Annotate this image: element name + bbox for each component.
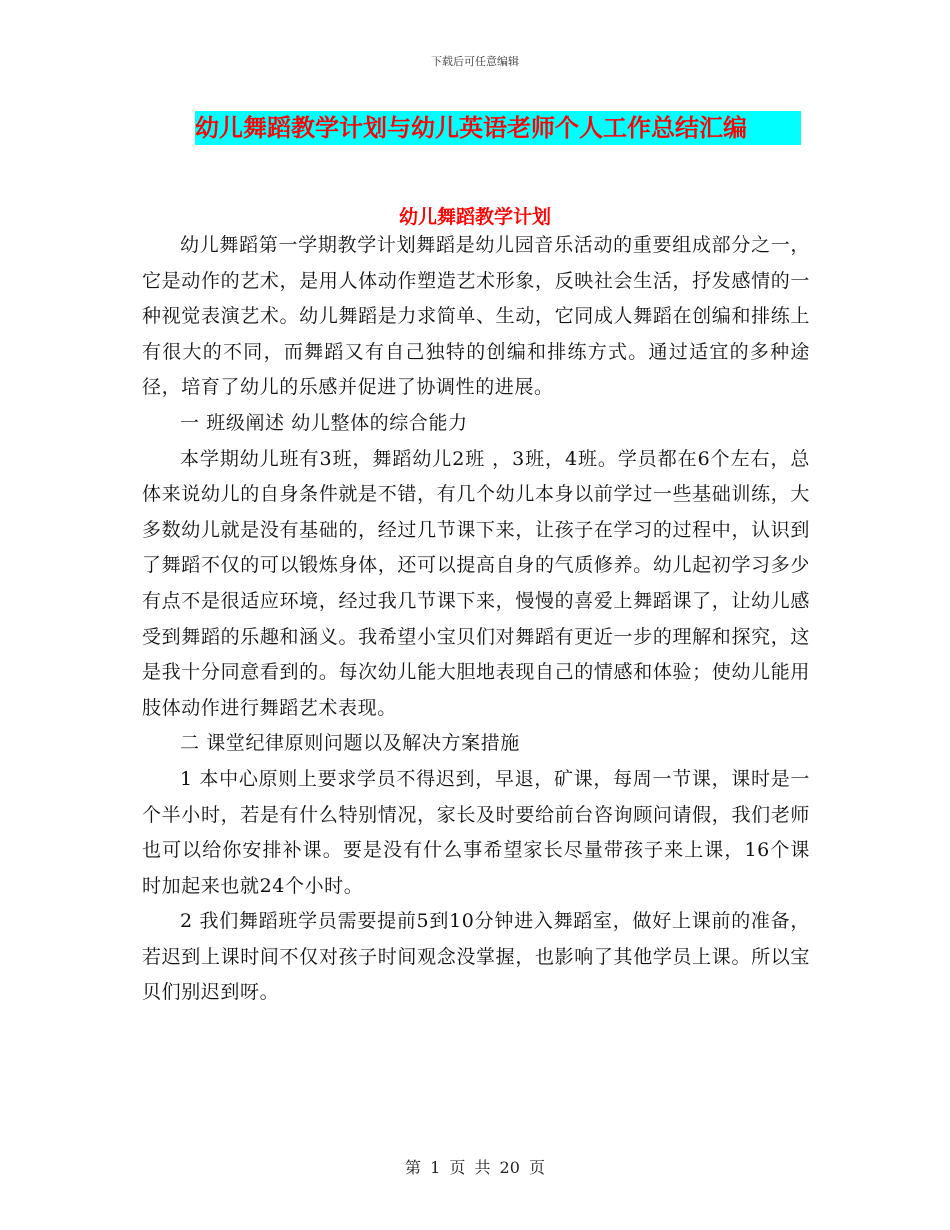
section-title: 幼儿舞蹈教学计划 bbox=[398, 206, 551, 228]
paragraph-rule-1: 1 本中心原则上要求学员不得迟到，早退，矿课，每周一节课，课时是一个半小时，若是有什么特别情况，家长及时要给前台咨询顾问请假，我们老师也可以给你安排补课。要是没有什么事希望家长尽量带孩子来上课，16个课时加起来也就24个小时。 bbox=[142, 767, 810, 897]
paragraph-intro: 幼儿舞蹈第一学期教学计划舞蹈是幼儿园音乐活动的重要组成部分之一，它是动作的艺术，是用人体动作塑造艺术形象，反映社会生活，抒发感情的一种视觉表演艺术。幼儿舞蹈是力求简单、生动，它同成人舞蹈在创编和排练上有很大的不同，而舞蹈又有自己独特的创编和排练方式。通过适宜的多种途径，培育了幼儿的乐感并促进了协调性的进展。 bbox=[142, 234, 810, 399]
heading-discipline: 二 课堂纪律原则问题以及解决方案措施 bbox=[180, 732, 520, 755]
paragraph-rule-2: 2 我们舞蹈班学员需要提前5到10分钟进入舞蹈室，做好上课前的准备，若迟到上课时间不仅对孩子时间观念没掌握，也影响了其他学员上课。所以宝贝们别迟到呀。 bbox=[142, 910, 810, 1004]
paragraph-class-overview: 本学期幼儿班有3班，舞蹈幼儿2班 ，3班，4班。学员都在6个左右，总体来说幼儿的自身条件就是不错，有几个幼儿本身以前学过一些基础训练，大多数幼儿就是没有基础的，经过几节课下来，让孩子在学习的过程中，认识到了舞蹈不仅的可以锻炼身体，还可以提高自身的气质修养。幼儿起初学习多少有点不是很适应环境，经过我几节课下来，慢慢的喜爱上舞蹈课了，让幼儿感受到舞蹈的乐趣和涵义。我希望小宝贝们对舞蹈有更近一步的理解和探究，这是我十分同意看到的。每次幼儿能大胆地表现自己的情感和体验；使幼儿能用肢体动作进行舞蹈艺术表现。 bbox=[142, 447, 810, 719]
header-note: 下载后可任意编辑 bbox=[431, 55, 519, 68]
heading-class-overview: 一 班级阐述 幼儿整体的综合能力 bbox=[180, 411, 468, 434]
page-footer: 第 1 页 共 20 页 bbox=[405, 1158, 545, 1177]
document-title: 幼儿舞蹈教学计划与幼儿英语老师个人工作总结汇编 bbox=[195, 111, 801, 145]
document-body bbox=[142, 228, 810, 1011]
